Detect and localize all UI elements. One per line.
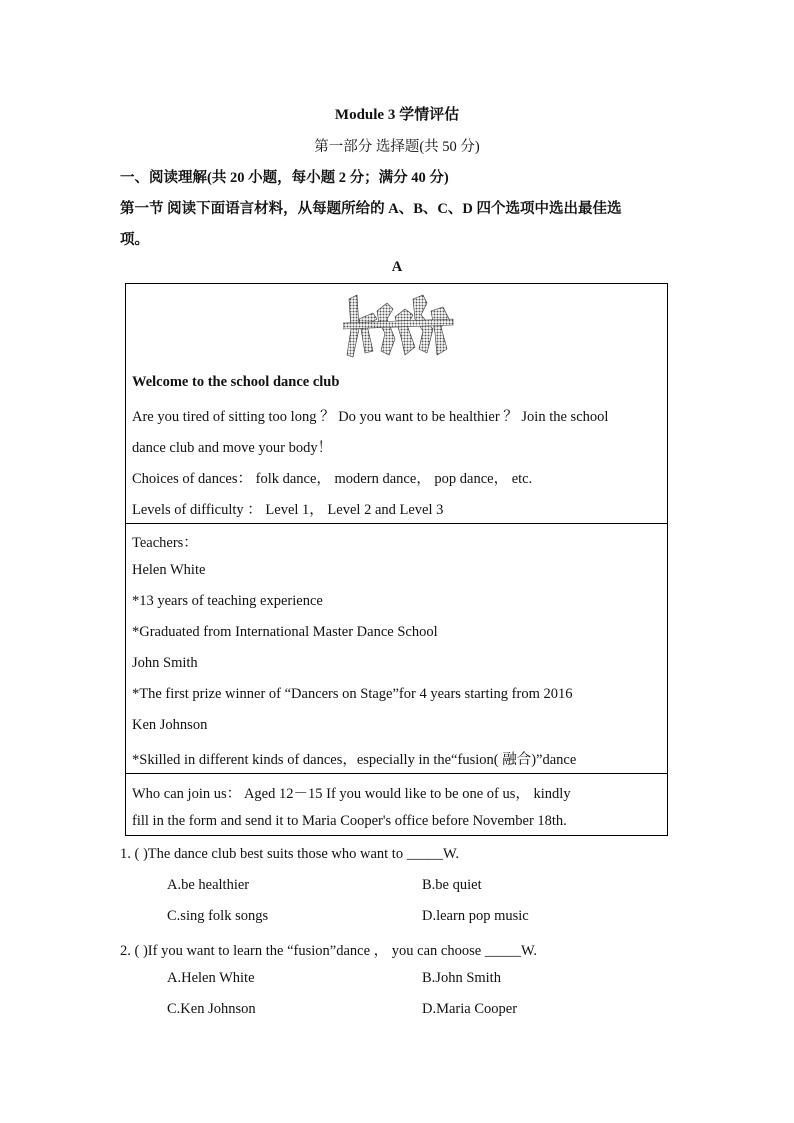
option-c[interactable]: C.sing folk songs [167,908,269,924]
module-title: Module 3 学情评估 [334,107,460,123]
option-b[interactable]: B.be quiet [422,877,482,893]
passage-label: A [391,259,403,275]
part-title: 第一部分 选择题(共 50 分) [314,139,480,155]
option-a[interactable]: A.Helen White [167,970,255,986]
teacher-detail: *13 years of teaching experience [132,593,323,609]
teacher-name: John Smith [132,655,198,671]
join-line-2: fill in the form and send it to Maria Cooper's office before November 18th. [132,813,567,829]
intro-line-1: Are you tired of sitting too long ？ Do you want to be healthier ？ Join the school [132,409,609,425]
question-stem: 2. ( )If you want to learn the “fusion”dance ， you can choose _____W. [120,943,538,959]
teacher-name: Ken Johnson [132,717,208,733]
join-line-1: Who can join us： Aged 12－15 If you would like to be one of us， kindly [132,786,571,802]
teacher-detail: *Skilled in different kinds of dances，especially in the“fusion( 融合)”dance [132,752,577,768]
teachers-label: Teachers： [132,535,198,551]
difficulty-levels: Levels of difficulty ： Level 1， Level 2 and Level 3 [132,502,444,518]
teacher-name: Helen White [132,562,206,578]
teacher-detail: *The first prize winner of “Dancers on Stage”for 4 years starting from 2016 [132,686,573,702]
dance-choices: Choices of dances： folk dance， modern dance， pop dance， etc. [132,471,533,487]
option-d[interactable]: D.Maria Cooper [422,1001,518,1017]
teachers-box [125,523,668,774]
instruction-line-1: 第一节 阅读下面语言材料，从每题所给的 A、B、C、D 四个选项中选出最佳选 [120,201,622,217]
dance-club-logo [343,289,455,361]
option-d[interactable]: D.learn pop music [422,908,529,924]
welcome-heading: Welcome to the school dance club [132,374,340,390]
passage-intro-box [125,283,668,524]
option-c[interactable]: C.Ken Johnson [167,1001,256,1017]
teacher-detail: *Graduated from International Master Dance School [132,624,438,640]
instruction-line-2: 项。 [120,232,149,248]
question-stem: 1. ( )The dance club best suits those who want to _____W. [120,846,459,862]
intro-line-2: dance club and move your body！ [132,440,333,456]
join-box [125,773,668,836]
option-a[interactable]: A.be healthier [167,877,250,893]
section-heading: 一、阅读理解(共 20 小题，每小题 2 分；满分 40 分) [120,170,449,186]
option-b[interactable]: B.John Smith [422,970,501,986]
